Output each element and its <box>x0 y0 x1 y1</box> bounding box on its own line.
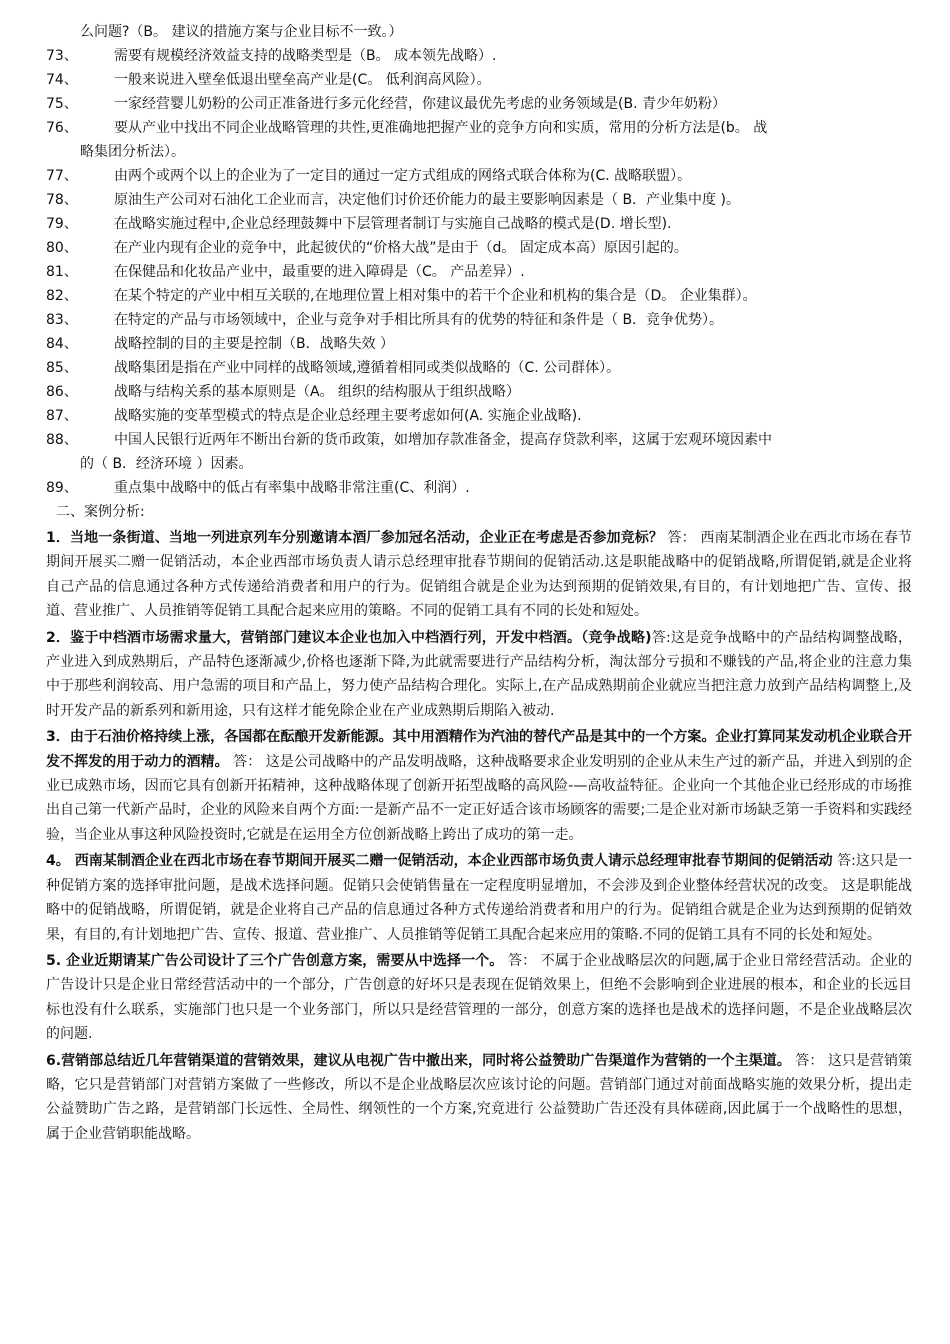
question-78 <box>46 188 912 212</box>
question-text: 在战略实施过程中,企业总经理鼓舞中下层管理者制订与实施自己战略的模式是(D. 增长型). <box>114 216 672 232</box>
question-text: 原油生产公司对石油化工企业而言，决定他们讨价还价能力的最主要影响因素是（ B．产业集中度 )。 <box>114 192 740 208</box>
case-4 <box>46 849 912 947</box>
case-5 <box>46 949 912 1047</box>
question-text: 一家经营婴儿奶粉的公司正准备进行多元化经营，你建议最优先考虑的业务领域是(B. 青少年奶粉） <box>114 96 726 112</box>
question-text: 在保健品和化妆品产业中，最重要的进入障碍是（C。 产品差异）. <box>114 264 525 280</box>
question-number: 89、 <box>46 480 78 496</box>
section-title: 二、案例分析: <box>56 504 145 520</box>
question-number: 79、 <box>46 216 78 232</box>
question-text: 战略控制的目的主要是控制（B．战略失效 ） <box>114 336 395 352</box>
case-1 <box>46 526 912 624</box>
question-number: 75、 <box>46 96 78 112</box>
question-73 <box>46 44 912 68</box>
question-79 <box>46 212 912 236</box>
question-74 <box>46 68 912 92</box>
intro-line: 么问题?（B。 建议的措施方案与企业目标不一致。） <box>80 24 403 40</box>
question-text: 重点集中战略中的低占有率集中战略非常注重(C、利润）. <box>114 480 470 496</box>
question-89 <box>46 476 912 500</box>
question-76 <box>46 116 912 140</box>
question-number: 73、 <box>46 48 78 64</box>
case-answer: 答:这只是一种促销方案的选择审批问题，是战术选择问题。促销只会使销售量在一定程度明显增加，不会涉及到企业整体经营状况的改变。 这是职能战略中的促销战略，所谓促销，就是企业将自己产品的信息通过各种方式传递给消费者和用户的行为。促销组合就是企业为达到预期的促销效果，有目的,有计划地把广告、宣传、报道、营业推广、人员推销等促销工具配合起来应用的策略.不同的促销工具有不同的长处和短处。 <box>46 853 912 943</box>
question-text: 战略实施的变革型模式的特点是企业总经理主要考虑如何(A. 实施企业战略). <box>114 408 582 424</box>
question-number: 81、 <box>46 264 78 280</box>
case-answer: 答： 不属于企业战略层次的问题,属于企业日常经营活动。企业的广告设计只是企业日常经营活动中的一个部分，广告创意的好坏只是表现在促销效果上，但绝不会影响到企业进展的根本，和企业的长远目标也没有什么联系，实施部门也只是一个业务部门，所以只是经营管理的一部分，创意方案的选择也是战术的选择问题，不是企业战略层次的问题. <box>46 952 912 1043</box>
case-answer: 答： 这只是营销策略，它只是营销部门对营销方案做了一些修改，所以不是企业战略层次应该讨论的问题。营销部门通过对前面战略实施的效果分析，提出走公益赞助广告之路，是营销部门长远性、全局性、纲领性的一个方案,究竟进行 公益赞助广告还没有具体磋商,因此属于一个战略性的思想，属于企业营销职能战略。 <box>46 1052 912 1142</box>
question-number: 80、 <box>46 240 78 256</box>
question-number: 78、 <box>46 192 78 208</box>
case-question: 2．鉴于中档酒市场需求量大，营销部门建议本企业也加入中档酒行列，开发中档酒。（竞争战略) <box>46 629 652 646</box>
question-number: 88、 <box>46 432 78 448</box>
question-text: 需要有规模经济效益支持的战略类型是（B。 成本领先战略）. <box>114 48 497 64</box>
question-77 <box>46 164 912 188</box>
question-number: 85、 <box>46 360 78 376</box>
question-number: 87、 <box>46 408 78 424</box>
question-text: 战略集团是指在产业中同样的战略领域,遵循着相同或类似战略的（C. 公司群体）。 <box>114 360 621 376</box>
question-number: 77、 <box>46 168 78 184</box>
question-number: 84、 <box>46 336 78 352</box>
question-88-continuation: 的（ B．经济环境 ）因素。 <box>80 456 253 472</box>
question-text: 要从产业中找出不同企业战略管理的共性,更准确地把握产业的竞争方向和实质，常用的分析方法是(b。 战 <box>114 120 768 136</box>
question-number: 83、 <box>46 312 78 328</box>
question-81 <box>46 260 912 284</box>
question-83 <box>46 308 912 332</box>
question-text: 在某个特定的产业中相互关联的,在地理位置上相对集中的若干个企业和机构的集合是（D。 企业集群）。 <box>114 288 757 304</box>
case-answer: 答:这是竞争战略中的产品结构调整战略，产业进入到成熟期后，产品特色逐渐减少,价格也逐渐下降,为此就需要进行产品结构分析，淘汰部分亏损和不赚钱的产品,将企业的注意力集中于那些利润较高、用户急需的项目和产品上，努力使产品结构合理化。实际上,在产品成熟期前企业就应当把注意力放到产品结构调整上,及时开发产品的新系列和新用途，只有这样才能免除企业在产业成熟期后期陷入被动. <box>46 629 912 719</box>
case-answer: 答： 这是公司战略中的产品发明战略，这种战略要求企业发明别的企业从未生产过的新产品，并进入到别的企业已成熟市场，因而它具有创新开拓精神，这种战略体现了创新开拓型战略的高风险-—高收益特征。企业向一个其他企业已经形成的市场推出自己第一代新产品时，企业的风险来自两个方面:一是新产品不一定正好适合该市场顾客的需要;二是企业对新市场缺乏第一手资料和实践经验，当企业从事这种风险投资时,它就是在运用全方位创新战略上跨出了成功的第一走。 <box>46 753 912 843</box>
question-85 <box>46 356 912 380</box>
case-question: 5. 企业近期请某广告公司设计了三个广告创意方案，需要从中选择一个。 <box>46 952 504 969</box>
case-question: 1．当地一条街道、当地一列进京列车分别邀请本酒厂参加冠名活动，企业正在考虑是否参加竞标？ <box>46 530 663 546</box>
question-text: 战略与结构关系的基本原则是（A。 组织的结构服从于组织战略） <box>114 384 521 400</box>
question-88 <box>46 428 912 452</box>
question-text: 在特定的产品与市场领域中，企业与竞争对手相比所具有的优势的特征和条件是（ B．竞争优势）。 <box>114 312 724 328</box>
question-87 <box>46 404 912 428</box>
question-text: 中国人民银行近两年不断出台新的货币政策，如增加存款准备金，提高存贷款利率，这属于宏观环境因素中 <box>114 432 772 448</box>
question-84 <box>46 332 912 356</box>
question-82 <box>46 284 912 308</box>
question-text: 由两个或两个以上的企业为了一定目的通过一定方式组成的网络式联合体称为(C. 战略联盟）。 <box>114 168 692 184</box>
case-3 <box>46 725 912 847</box>
case-question: 4。 西南某制酒企业在西北市场在春节期间开展买二赠一促销活动，本企业西部市场负责人请示总经理审批春节期间的促销活动 <box>46 853 833 870</box>
case-question: 6.营销部总结近几年营销渠道的营销效果，建议从电视广告中撤出来，同时将公益赞助广告渠道作为营销的一个主渠道。 <box>46 1052 791 1069</box>
question-number: 76、 <box>46 120 78 136</box>
document-body <box>46 20 912 1146</box>
question-number: 86、 <box>46 384 78 400</box>
case-6 <box>46 1049 912 1147</box>
question-text: 一般来说进入壁垒低退出壁垒高产业是(C。 低利润高风险）。 <box>114 72 491 88</box>
question-text: 在产业内现有企业的竞争中，此起彼伏的“价格大战”是由于（d。 固定成本高）原因引起的。 <box>114 240 688 256</box>
question-86 <box>46 380 912 404</box>
question-number: 74、 <box>46 72 78 88</box>
case-2 <box>46 626 912 724</box>
case-answer: 答： 西南某制酒企业在西北市场在春节期间开展买二赠一促销活动，本企业西部市场负责人请示总经理审批春节期间的促销活动.这是职能战略中的促销战略,所谓促销,就是企业将自己产品的信息通过各种方式传递给消费者和用户的行为。促销组合就是企业为达到预期的促销效果,有目的，有计划地把广告、宣传、报道、营业推广、人员推销等促销工具配合起来应用的策略。不同的促销工具有不同的长处和短处。 <box>46 530 912 620</box>
question-80 <box>46 236 912 260</box>
case-question: 3．由于石油价格持续上涨，各国都在酝酿开发新能源。其中用酒精作为汽油的替代产品是其中的一个方案。企业打算同某发动机企业联合开发不挥发的用于动力的酒精。 <box>46 729 912 770</box>
question-75 <box>46 92 912 116</box>
question-number: 82、 <box>46 288 78 304</box>
question-76-continuation: 略集团分析法）。 <box>80 144 185 160</box>
